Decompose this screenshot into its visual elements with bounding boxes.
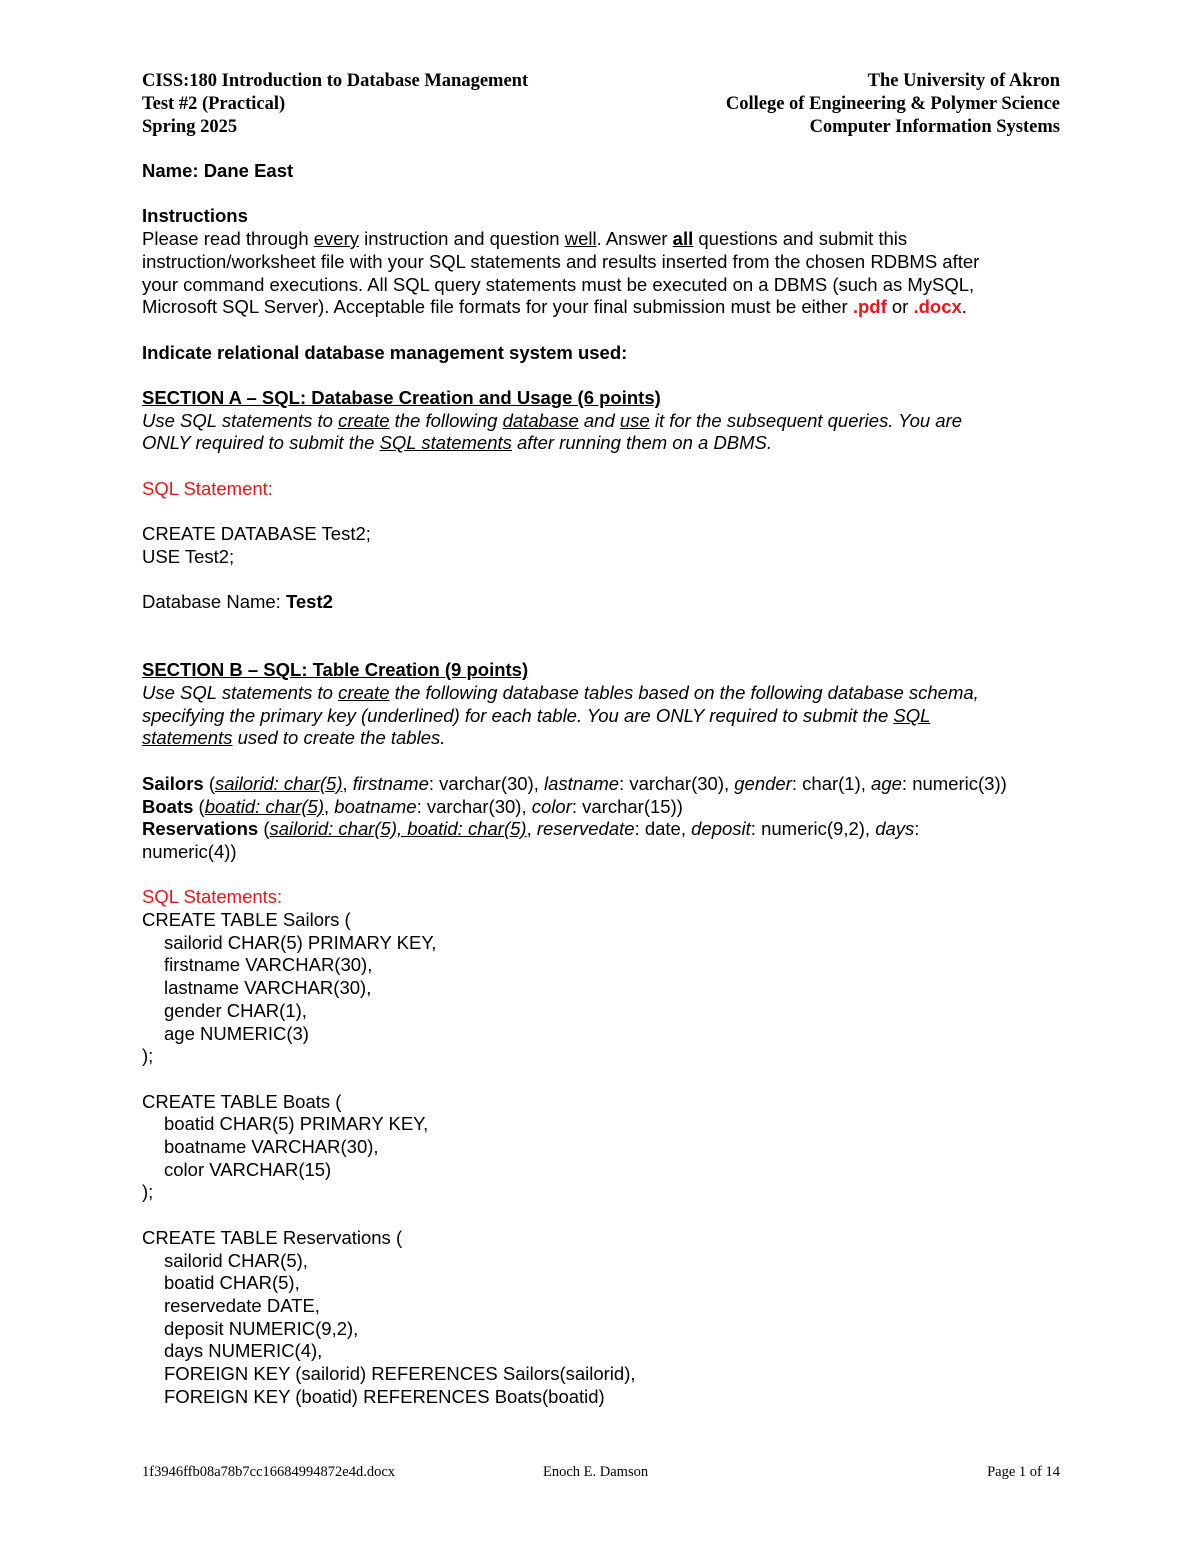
code-line: ); — [142, 1045, 154, 1067]
code-line: age NUMERIC(3) — [164, 1022, 309, 1044]
section-b-heading: SECTION B – SQL: Table Creation (9 points) — [142, 659, 529, 681]
footer-author: Enoch E. Damson — [543, 1464, 649, 1480]
code-line: boatname VARCHAR(30), — [164, 1136, 379, 1158]
college-name: College of Engineering & Polymer Science — [725, 94, 1060, 114]
section-b-sql-label: SQL Statements: — [142, 886, 283, 908]
section-b-text-2: specifying the primary key (underlined) for each table. You are ONLY required to submit the SQL — [142, 704, 931, 726]
instructions-line-2: instruction/worksheet file with your SQL statements and results inserted from the chosen RDBMS after — [142, 250, 980, 272]
rdbms-prompt: Indicate relational database management system used: — [142, 341, 628, 363]
university-name: The University of Akron — [867, 71, 1060, 91]
section-a-text-1: Use SQL statements to create the following database and use it for the subsequent queries. You are — [142, 409, 963, 431]
code-line: gender CHAR(1), — [164, 999, 307, 1021]
section-a-heading: SECTION A – SQL: Database Creation and Usage (6 points) — [142, 386, 661, 408]
database-name-line: Database Name: Test2 — [142, 591, 333, 613]
header-row-3 — [142, 116, 1060, 139]
instructions-line-3: your command executions. All SQL query statements must be executed on a DBMS (such as MySQL, — [142, 273, 975, 295]
section-a-text-2: ONLY required to submit the SQL statements after running them on a DBMS. — [142, 432, 773, 454]
code-line: color VARCHAR(15) — [164, 1158, 332, 1180]
schema-sailors: Sailors (sailorid: char(5), firstname: varchar(30), lastname: varchar(30), gender: char(1), age: numeric(3)) — [142, 772, 1007, 794]
term: Spring 2025 — [142, 117, 238, 137]
code-line: boatid CHAR(5) PRIMARY KEY, — [164, 1113, 429, 1135]
department-name: Computer Information Systems — [809, 117, 1060, 137]
code-line: firstname VARCHAR(30), — [164, 954, 373, 976]
footer-page-number: Page 1 of 14 — [987, 1464, 1060, 1480]
code-line: CREATE TABLE Sailors ( — [142, 909, 351, 931]
header-row-2 — [142, 93, 1060, 116]
code-line: USE Test2; — [142, 545, 235, 567]
code-line: CREATE TABLE Reservations ( — [142, 1226, 403, 1248]
schema-reservations-cont: numeric(4)) — [142, 840, 237, 862]
section-b-text-1: Use SQL statements to create the following database tables based on the following database schema, — [142, 682, 979, 704]
code-line: CREATE DATABASE Test2; — [142, 523, 371, 545]
instructions-line-4: Microsoft SQL Server). Acceptable file formats for your final submission must be either .pdf or .docx. — [142, 296, 967, 318]
code-line: boatid CHAR(5), — [164, 1272, 300, 1294]
code-line: days NUMERIC(4), — [164, 1340, 323, 1362]
header-row-1 — [142, 70, 1060, 93]
test-title: Test #2 (Practical) — [142, 94, 286, 114]
code-line: reservedate DATE, — [164, 1294, 320, 1316]
code-line: lastname VARCHAR(30), — [164, 977, 372, 999]
course-title: CISS:180 Introduction to Database Management — [142, 71, 529, 91]
code-line: sailorid CHAR(5) PRIMARY KEY, — [164, 931, 437, 953]
instructions-heading: Instructions — [142, 205, 248, 227]
code-line: ); — [142, 1181, 154, 1203]
document-body — [142, 160, 1072, 1408]
section-a-sql-label: SQL Statement: — [142, 477, 273, 499]
code-line: deposit NUMERIC(9,2), — [164, 1317, 359, 1339]
schema-boats: Boats (boatid: char(5), boatname: varchar(30), color: varchar(15)) — [142, 795, 683, 817]
section-b-text-3: statements used to create the tables. — [142, 727, 446, 749]
schema-reservations: Reservations (sailorid: char(5), boatid: char(5), reservedate: date, deposit: numeric(9,2), days: — [142, 818, 920, 840]
page-header — [142, 70, 1060, 139]
code-line: sailorid CHAR(5), — [164, 1249, 308, 1271]
code-line: CREATE TABLE Boats ( — [142, 1090, 342, 1112]
student-name: Name: Dane East — [142, 160, 294, 181]
footer-filename: 1f3946ffb08a78b7cc16684994872e4d.docx — [142, 1464, 396, 1480]
database-name-value: Test2 — [285, 591, 333, 613]
code-line: FOREIGN KEY (sailorid) REFERENCES Sailors(sailorid), — [164, 1363, 636, 1385]
code-line: FOREIGN KEY (boatid) REFERENCES Boats(boatid) — [164, 1385, 605, 1407]
instructions-line-1: Please read through every instruction and question well. Answer all questions and submit this — [142, 228, 908, 250]
